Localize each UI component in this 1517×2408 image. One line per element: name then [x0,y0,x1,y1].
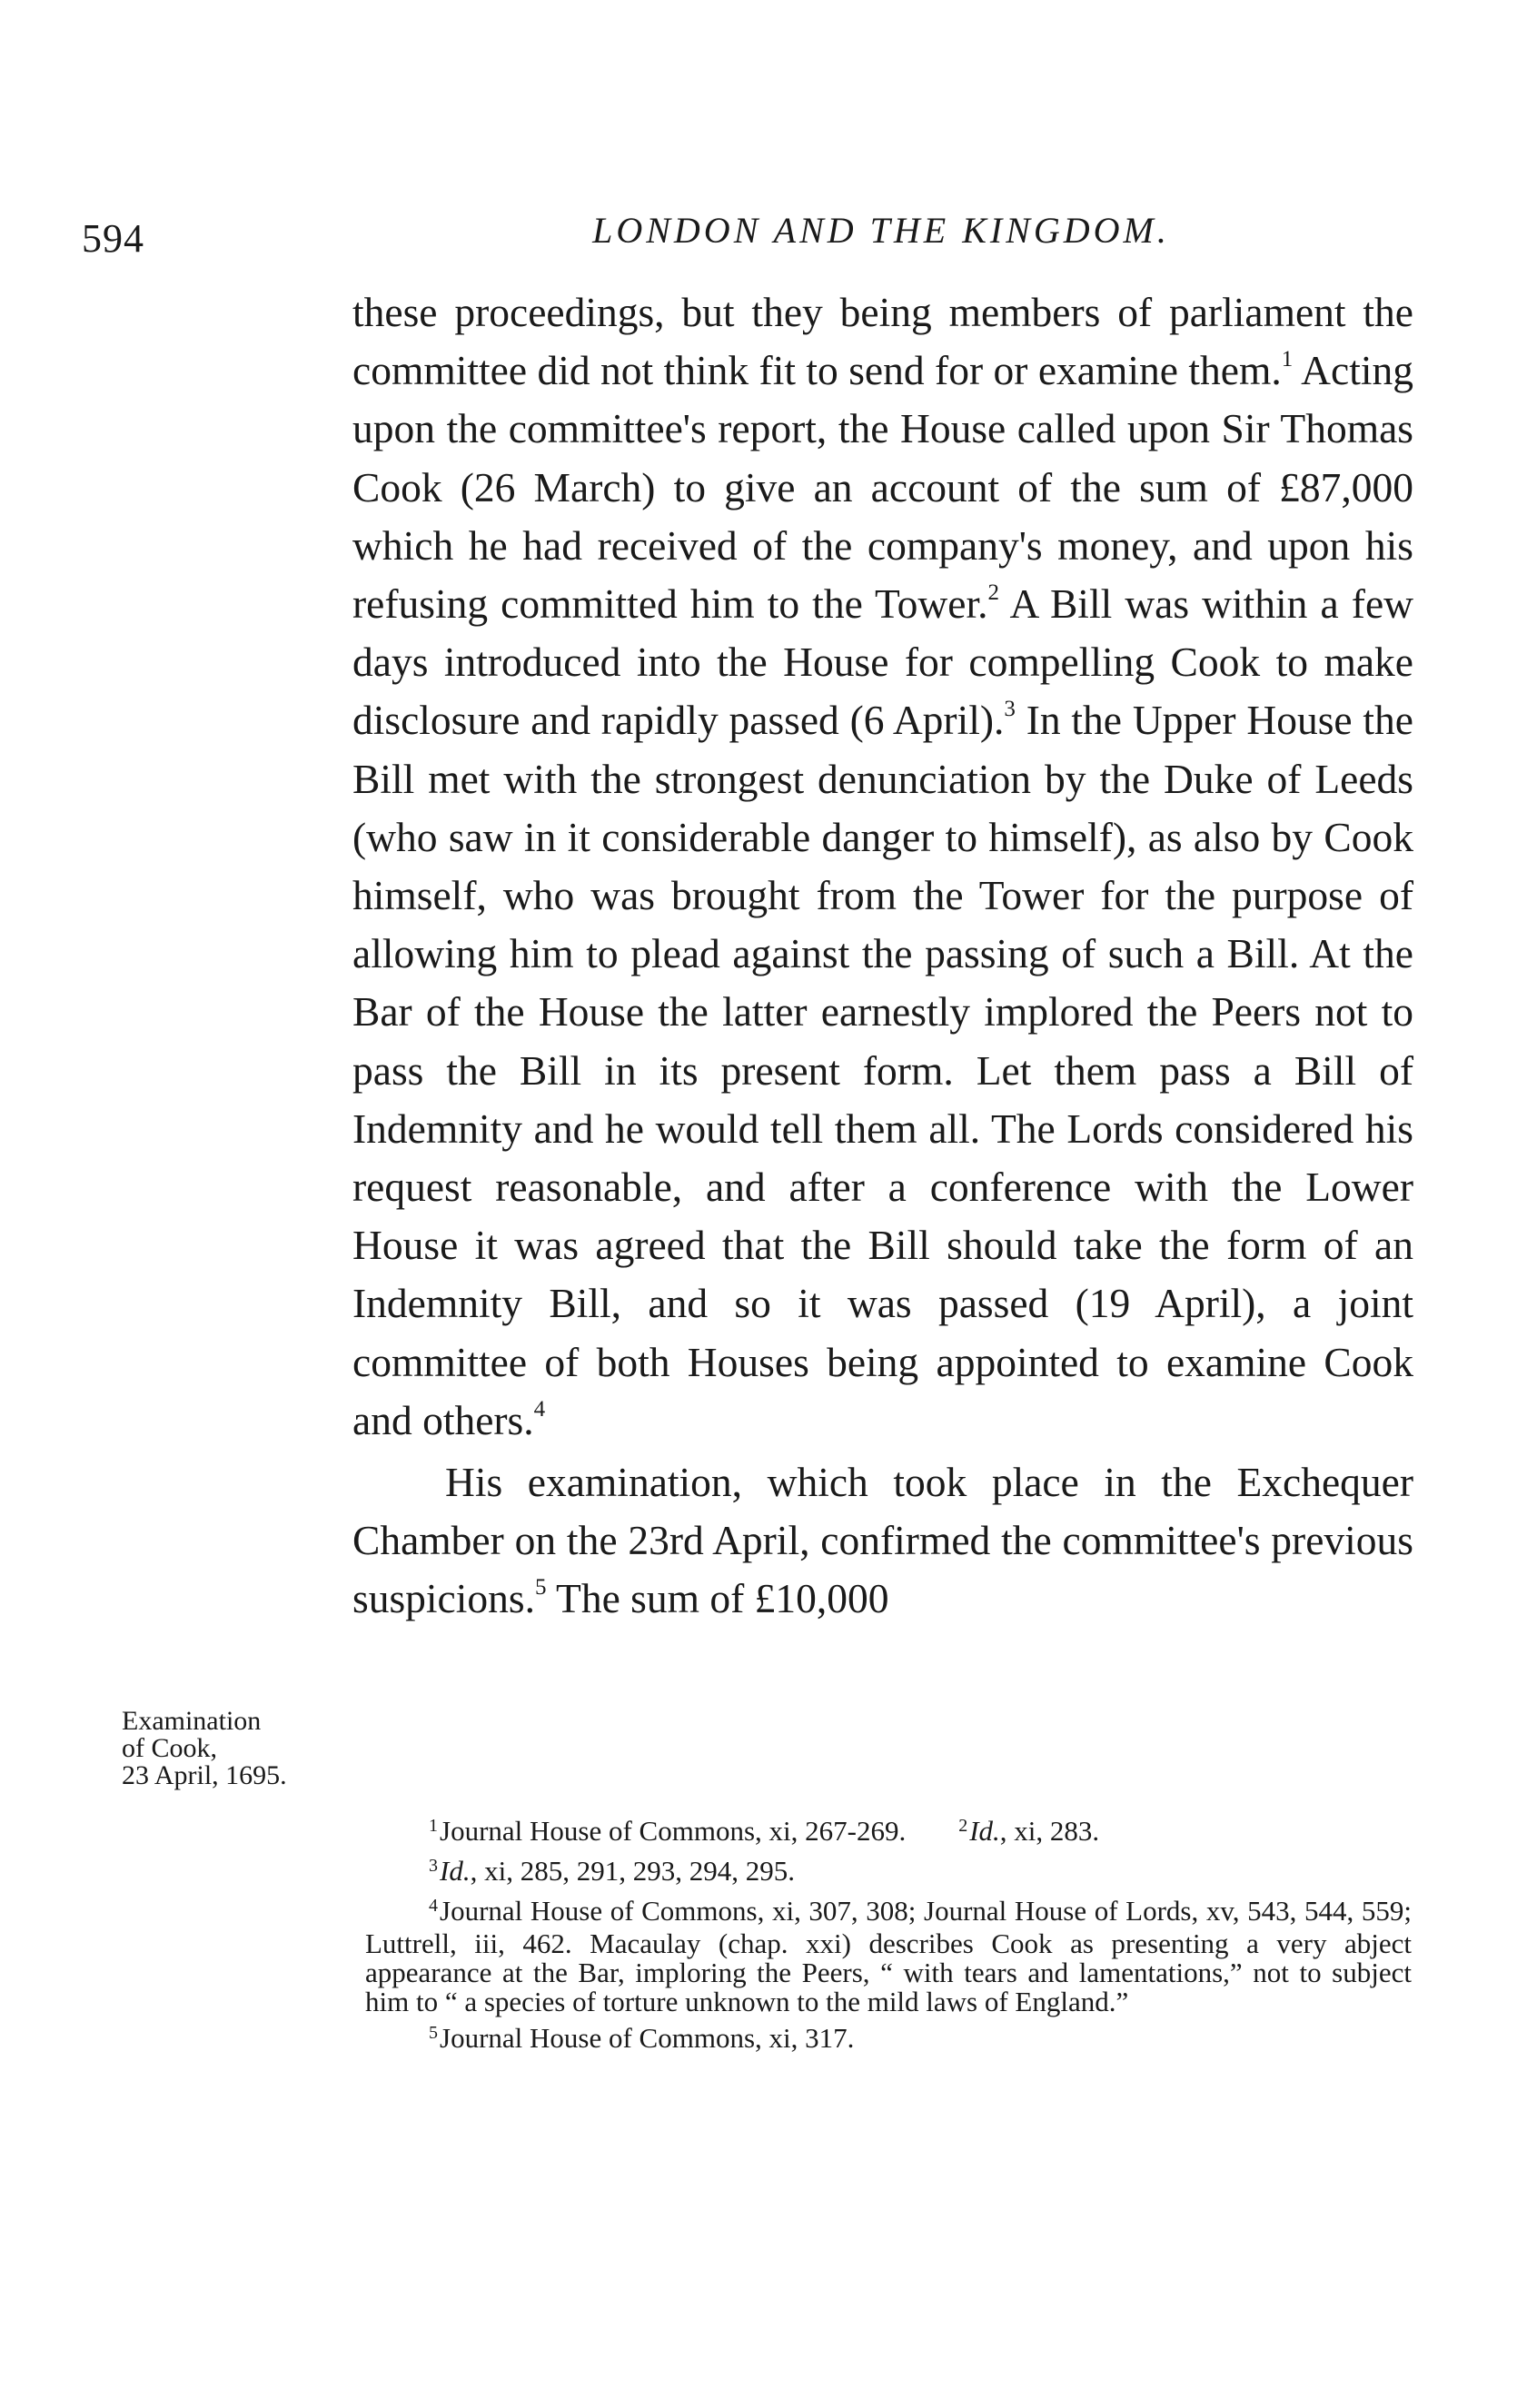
footnote-ref: 4 [533,1396,546,1422]
running-title: LONDON AND THE KINGDOM. [592,210,1170,251]
footnote-text: Journal House of Commons, xi, 307, 308; Journal House of Lords, xv, 543, 544, 559; Luttrell, iii, 462. Macaulay (chap. xxi) describes Cook as presenting a very abject appearance at the Bar, imploring the Peers, “ with tears and lamentations,” not to subject him to “ a species of torture unknown to the mild laws of England.” [365,1895,1412,2017]
margin-note [122,1708,349,1789]
footnote-ref: 1 [1281,347,1294,372]
footnote-mark: 1 [429,1816,438,1836]
footnote-5 [365,2024,1412,2056]
footnote-row [365,1817,1412,1849]
paragraph-text: Acting upon the committee's report, the House called upon Sir Thomas Cook (26 March) to give an account of the sum of £87,000 which he had received of the company's money, and upon his refusing committed him to the Tower. [352,347,1413,628]
footnote-mark: 5 [429,2023,438,2043]
footnote-mark: 2 [958,1816,968,1836]
footnote-3 [365,1857,1412,1889]
footnote-ref: 2 [987,580,999,605]
footnote-italic: Id. [969,1815,1000,1847]
footnote-text: Journal House of Commons, xi, 267-269. [440,1815,907,1847]
footnote-text: , xi, 283. [999,1815,1100,1847]
footnotes [365,1817,1412,2064]
footnote-text: , xi, 285, 291, 293, 294, 295. [470,1855,795,1887]
margin-note-line: 23 April, 1695. [122,1760,287,1790]
page-number: 594 [82,216,144,261]
body-text [352,283,1413,1629]
footnote-mark: 3 [429,1856,438,1876]
paragraph-text: A Bill was within a few days introduced into the House for compelling Cook to make disclosure and rapidly passed (6 April). [352,580,1413,744]
paragraph-text: In the Upper House the Bill met with the strongest denunciation by the Duke of Leeds (who saw in it considerable danger to himself), as also by Cook himself, who was brought from the Tower for the purpose of allowing him to plead against the passing of such a Bill. At the Bar of the House the latter earnestly implored the Peers not to pass the Bill in its present form. Let them pass a Bill of Indemnity and he would tell them all. The Lords considered his request reasonable, and after a conference with the Lower House it was agreed that the Bill should take the form of an Indemnity Bill, and so it was passed (19 April), a joint committee of both Houses being appointed to examine Cook and others. [352,697,1413,1443]
footnote-italic: Id. [440,1855,471,1887]
paragraph-text: His examination, which took place in the Exchequer Chamber on the 23rd April, confirmed the committee's previous suspicions. [352,1459,1413,1622]
footnote-ref: 3 [1004,697,1016,722]
paragraph-1 [352,283,1413,1450]
footnote-4 [365,1897,1412,2017]
footnote-mark: 4 [429,1896,438,1916]
paragraph-text: The sum of £10,000 [546,1575,889,1622]
margin-note-line: Examination [122,1706,262,1736]
footnote-1 [429,1817,906,1849]
margin-note-line: of Cook, [122,1733,217,1763]
footnote-text: Journal House of Commons, xi, 317. [440,2022,855,2054]
paragraph-2 [352,1453,1413,1629]
footnote-ref: 5 [534,1575,547,1600]
footnote-2 [958,1817,1099,1849]
paragraph-text: these proceedings, but they being members of parliament the committee did not think fit to send for or examine them. [352,289,1413,394]
